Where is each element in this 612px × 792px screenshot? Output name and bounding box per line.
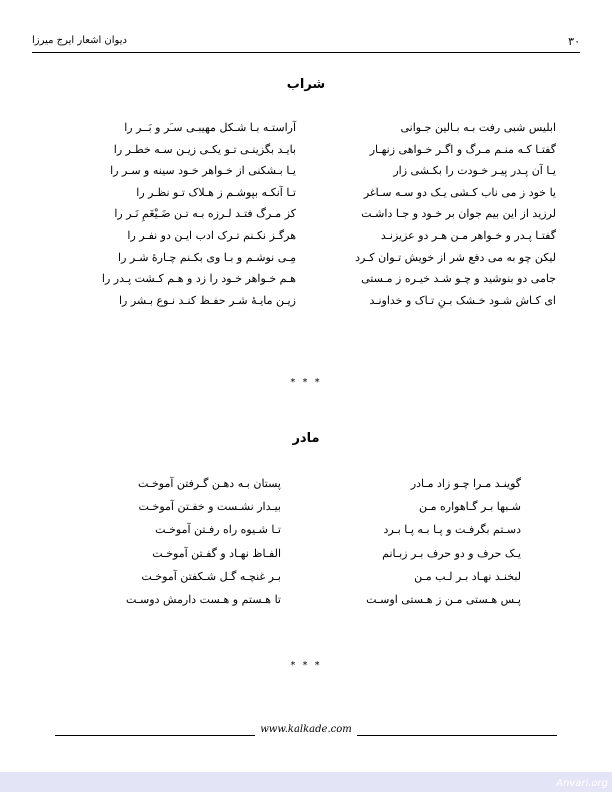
footer-url: www.kalkade.com — [260, 724, 352, 735]
first-hemistich: جامی دو بنوشید و چـو شـد خیـره ز مـستی — [361, 272, 556, 286]
verse-row — [96, 268, 556, 290]
second-hemistich: پستان بـه دهـن گـرفتن آموخـت — [137, 477, 281, 490]
first-hemistich: شـبها بـر گـاهواره مـن — [419, 500, 521, 514]
second-hemistich: تا هـستم و هـست دارمش دوسـت — [126, 592, 281, 606]
second-hemistich: تـا آنکـه بپوشـم ز هـلاک تـو نظـر را — [136, 185, 296, 199]
first-hemistich: دسـتم بگرفـت و پـا بـه پـا بـرد — [383, 523, 521, 537]
verse-row — [96, 495, 521, 518]
verse-row — [96, 565, 521, 588]
second-hemistich: مِـی نوشـم و بـا وی بکـنم چـارۀ شـر را — [118, 250, 296, 264]
verse-row — [96, 290, 556, 312]
verse-row — [96, 203, 556, 225]
second-hemistich: زیـن مایـۀ شـر حفـظ کنـد نـوع بـشر را — [118, 293, 296, 307]
second-hemistich: تـا شـیوه راه رفـتن آموخـت — [155, 523, 281, 537]
verse-row — [96, 472, 521, 495]
watermark-text: Anvari.org — [556, 778, 608, 789]
first-hemistich: پـس هـستی مـن ز هـستی اوسـت — [366, 592, 521, 606]
second-hemistich: کز مـرگ فتـد لـرزه بـه تـن ضَـیْغَمِ نَـر را — [114, 207, 296, 221]
page-footer — [55, 724, 557, 744]
first-hemistich: گفتـا کـه منـم مـرگ و اگـر خـواهی زنهـار — [369, 142, 556, 156]
first-hemistich: گفتـا پـدر و خـواهر مـن هـر دو عزیزنـد — [380, 228, 556, 242]
footer-rule-left — [55, 735, 255, 736]
second-hemistich: بایـد بگزینـی تـو یکـی زیـن سـه خطـر را — [113, 142, 296, 156]
second-hemistich: هـم خـواهر خـود را زد و هـم کـشت پـدر را — [101, 272, 296, 286]
first-hemistich: لیکن چو به می دفع شر از خویش تـوان کـرد — [355, 250, 556, 264]
first-hemistich: ای کـاش شـود خـشک بـنِ تـاک و خداونـد — [369, 293, 556, 307]
poem-madar-verses — [96, 472, 521, 611]
verse-row — [96, 588, 521, 611]
poem-title-madar: مادر — [292, 431, 320, 446]
second-hemistich: بیـدار نشـست و خفـتن آموخـت — [138, 500, 281, 514]
page-header — [32, 33, 580, 53]
book-title: دیوان اشعار ایرج میرزا — [32, 35, 127, 46]
poem-sharab-verses — [96, 117, 556, 311]
section-separator: * * * — [290, 660, 322, 671]
footer-rule-right — [357, 735, 557, 736]
poem-title-sharab: شراب — [286, 77, 326, 92]
header-rule — [32, 52, 580, 53]
first-hemistich: گوینـد مـرا چـو زاد مـادر — [410, 477, 521, 490]
section-separator: * * * — [290, 377, 322, 388]
second-hemistich: الفـاظ نهـاد و گفـتن آموخـت — [152, 546, 281, 560]
page-number: ۳۰ — [568, 35, 580, 48]
first-hemistich: ابلیس شبی رفت بـه بـالین جـوانی — [400, 121, 556, 134]
second-hemistich: هرگـز نکـنم تـرک ادب ایـن دو نفـر را — [127, 228, 296, 242]
verse-row — [96, 247, 556, 269]
first-hemistich: یـک حرف و دو حرف بـر زبـانم — [382, 546, 521, 560]
watermark-bar — [0, 772, 612, 792]
verse-row — [96, 518, 521, 541]
second-hemistich: بـر غنچـه گـل شـکفتن آموخـت — [141, 569, 281, 583]
first-hemistich: لبخنـد نهـاد بـر لـب مـن — [414, 569, 521, 583]
first-hemistich: یا خود ز می ناب کـشی یـک دو سـه سـاغر — [363, 185, 556, 199]
second-hemistich: یـا بـشکنی از خـواهر خـود سینه و سـر را — [110, 164, 296, 178]
verse-row — [96, 139, 556, 161]
first-hemistich: لرزید از این بیم جوان بر خـود و جـا داشـت — [361, 207, 556, 221]
first-hemistich: یـا آن پـدر پیـر خـودت را بکـشی زار — [393, 164, 556, 178]
verse-row — [96, 117, 556, 139]
verse-row — [96, 160, 556, 182]
verse-row — [96, 542, 521, 565]
verse-row — [96, 225, 556, 247]
second-hemistich: آراستـه بـا شـکل مهیبـی سـَر و بَــر را — [124, 121, 296, 134]
verse-row — [96, 182, 556, 204]
